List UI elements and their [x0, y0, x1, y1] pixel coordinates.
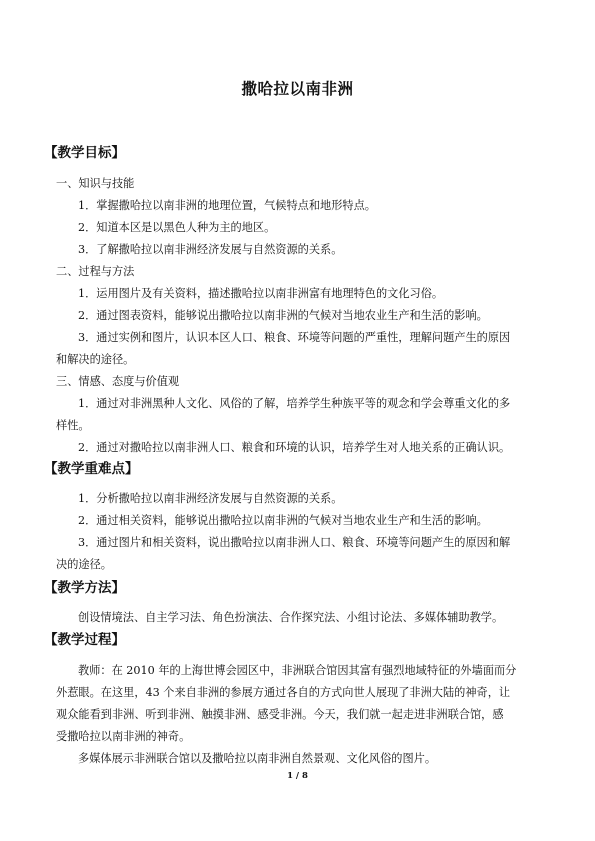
process-paragraph-line: 教师：在 2010 年的上海世博会园区中，非洲联合馆因其富有强烈地域特征的外墙面而分 [78, 664, 517, 677]
objectives-item-continuation: 和解决的途径。 [56, 353, 135, 366]
section-heading-process: 【教学过程】 [44, 632, 125, 648]
section-heading-methods: 【教学方法】 [44, 580, 125, 596]
key-points-item: 2．通过相关资料，能够说出撒哈拉以南非洲的气候对当地农业生产和生活的影响。 [78, 514, 488, 527]
objectives-item: 3．通过实例和图片，认识本区人口、粮食、环境等问题的严重性，理解问题产生的原因 [78, 331, 511, 344]
objectives-item: 1．掌握撒哈拉以南非洲的地理位置，气候特点和地形特点。 [78, 199, 376, 212]
key-points-item: 1．分析撒哈拉以南非洲经济发展与自然资源的关系。 [78, 492, 343, 505]
document-title: 撒哈拉以南非洲 [241, 80, 354, 98]
key-points-item-continuation: 决的途径。 [56, 558, 112, 571]
process-paragraph-line: 观众能看到非洲、听到非洲、触摸非洲、感受非洲。今天，我们就一起走进非洲联合馆，感 [56, 708, 504, 721]
page-number: 1 / 8 [287, 771, 308, 781]
objectives-item: 2．通过对撒哈拉以南非洲人口、粮食和环境的认识，培养学生对人地关系的正确认识。 [78, 441, 511, 454]
objectives-item: 2．通过图表资料，能够说出撒哈拉以南非洲的气候对当地农业生产和生活的影响。 [78, 309, 488, 322]
objectives-item: 2．知道本区是以黑色人种为主的地区。 [78, 221, 276, 234]
objectives-group-label: 三、情感、态度与价值观 [56, 375, 180, 388]
section-heading-key-points: 【教学重难点】 [44, 461, 139, 477]
process-paragraph-line: 受撒哈拉以南非洲的神奇。 [56, 730, 191, 743]
process-paragraph-line: 多媒体展示非洲联合馆以及撒哈拉以南非洲自然景观、文化风俗的图片。 [78, 752, 437, 765]
process-paragraph-line: 外惹眼。在这里，43 个来自非洲的参展方通过各自的方式向世人展现了非洲大陆的神奇，让 [56, 686, 511, 699]
section-heading-objectives: 【教学目标】 [44, 145, 125, 161]
objectives-group-label: 一、知识与技能 [56, 177, 135, 190]
objectives-item: 1．运用图片及有关资料，描述撒哈拉以南非洲富有地理特色的文化习俗。 [78, 287, 444, 300]
objectives-item-continuation: 样性。 [56, 419, 90, 432]
objectives-item: 3．了解撒哈拉以南非洲经济发展与自然资源的关系。 [78, 243, 343, 256]
objectives-item: 1．通过对非洲黑种人文化、风俗的了解，培养学生种族平等的观念和学会尊重文化的多 [78, 397, 511, 410]
key-points-item: 3．通过图片和相关资料，说出撒哈拉以南非洲人口、粮食、环境等问题产生的原因和解 [78, 536, 511, 549]
objectives-group-label: 二、过程与方法 [56, 265, 135, 278]
methods-text: 创设情境法、自主学习法、角色扮演法、合作探究法、小组讨论法、多媒体辅助教学。 [78, 611, 504, 624]
